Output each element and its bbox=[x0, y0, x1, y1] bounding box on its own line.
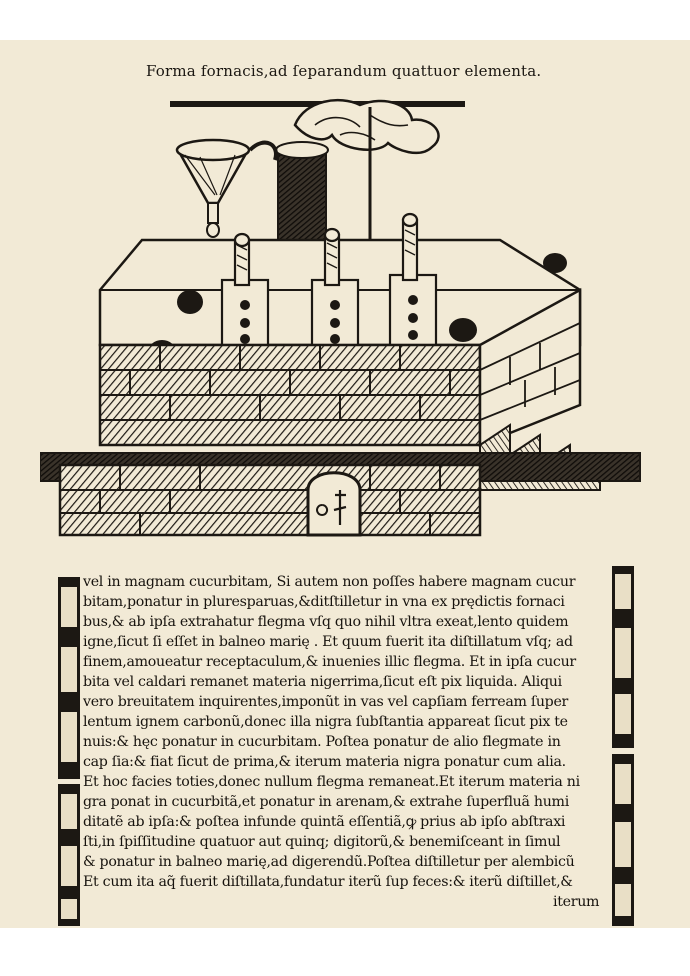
text-line: & ponatur in balneo marię,ad digerendũ.Poſtea diſtilletur per alembicũ bbox=[83, 854, 575, 870]
page-caption: Forma fornacis,ad ſeparandum quattuor elementa. bbox=[146, 62, 542, 80]
text-line: Et hoc facies toties,donec nullum flegma remaneat.Et iterum materia ni bbox=[83, 774, 580, 790]
text-line: cap ſia:& fiat ſicut de prima,& iterum materia nigra ponatur cum alia. bbox=[83, 754, 566, 770]
body-text bbox=[83, 573, 611, 927]
text-line: Et cum ita aq̃ fuerit diſtillata,fundatur iterũ ſup feces:& iterũ diſtillet,& bbox=[83, 874, 573, 890]
text-line: vel in magnam cucurbitam, Si autem non poſſes habere magnam cucur bbox=[83, 574, 576, 590]
right-ornament-border-lower bbox=[612, 754, 634, 926]
furnace-woodcut bbox=[40, 95, 670, 550]
scan-bottom-margin bbox=[0, 928, 690, 976]
text-line: gra ponat in cucurbitã,et ponatur in arenam,& extrahe ſuperfluã humi bbox=[83, 794, 569, 810]
text-line: vero breuitatem inquirentes,imponũt in vas vel capſiam ferream ſuper bbox=[83, 694, 569, 710]
text-line: finem,amoueatur receptaculum,& inuenies illic flegma. Et in ipſa cucur bbox=[83, 654, 576, 670]
catchword: iterum bbox=[553, 894, 600, 910]
left-ornament-border-lower bbox=[58, 784, 80, 926]
text-line: ſti,in ſpiſſitudine quatuor aut quinq; digitorũ,& benemiſceant in ſimul bbox=[83, 834, 561, 850]
text-line: lentum ignem carbonũ,donec illa nigra ſubſtantia appareat ſicut pix te bbox=[83, 714, 568, 730]
text-line: bita vel caldari remanet materia nigerrima,ſicut eſt pix liquida. Aliqui bbox=[83, 674, 562, 690]
right-ornament-border-upper bbox=[612, 566, 634, 748]
text-line: ditatẽ ab ipſa:& poſtea infunde quintã eſſentiã,ꝙ prius ab ipſo abſtraxi bbox=[83, 814, 566, 830]
text-line: bitam,ponatur in pluresparuas,&ditſtilletur in vna ex prędictis fornaci bbox=[83, 594, 565, 610]
text-line: nuis:& hęc ponatur in cucurbitam. Poſtea ponatur de alio flegmate in bbox=[83, 734, 561, 750]
scan-top-margin bbox=[0, 0, 690, 40]
left-ornament-border-upper bbox=[58, 577, 80, 779]
text-line: bus,& ab ipſa extrahatur flegma vſq quo nihil vltra exeat,lento quidem bbox=[83, 614, 569, 630]
text-line: igne,ſicut ſi eſſet in balneo marię . Et quum fuerit ita diſtillatum vſq; ad bbox=[83, 634, 573, 650]
